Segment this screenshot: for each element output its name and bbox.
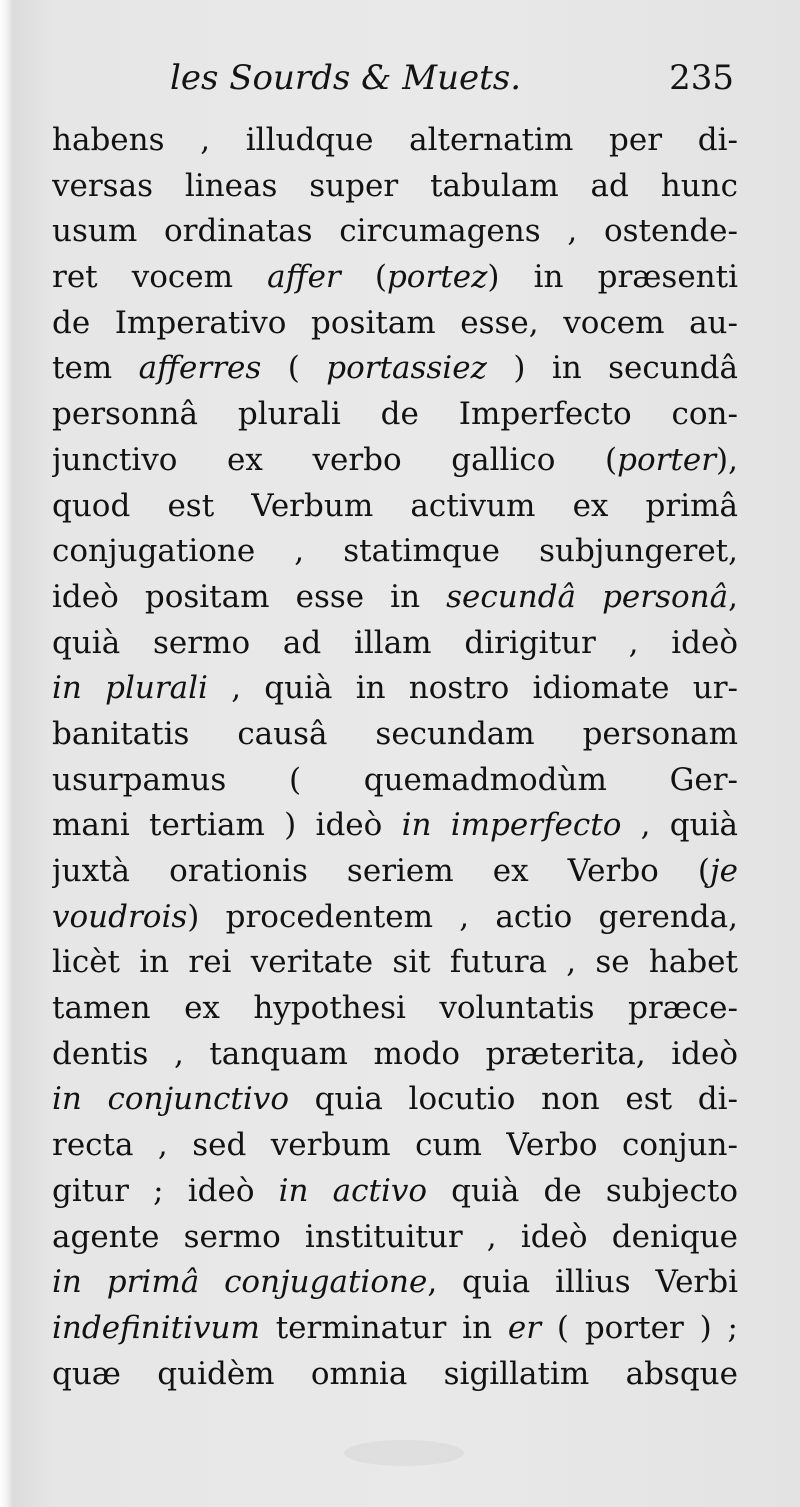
text-line xyxy=(52,712,738,758)
text-segment: quæ quidèm omnia sigillatim absque xyxy=(52,1355,738,1392)
paper-stain xyxy=(344,1440,464,1466)
text-line xyxy=(52,1352,738,1398)
text-segment: usurpamus ( quemadmodùm Ger- xyxy=(52,761,738,798)
text-line xyxy=(52,346,738,392)
italic-text-segment: indefinitivum xyxy=(52,1309,260,1346)
text-line xyxy=(52,666,738,712)
text-line xyxy=(52,1169,738,1215)
text-segment: , quià in nostro idiomate ur- xyxy=(207,670,738,707)
text-line xyxy=(52,575,738,621)
text-segment: tamen ex hypothesi voluntatis præce- xyxy=(52,990,738,1027)
text-segment: quià sermo ad illam dirigitur , ideò xyxy=(52,624,738,661)
text-segment: dentis , tanquam modo præterita, ideò xyxy=(52,1035,738,1072)
text-segment: usum ordinatas circumagens , ostende- xyxy=(52,213,738,250)
italic-text-segment: affer xyxy=(267,259,341,296)
text-segment: licèt in rei veritate sit futura , se habet xyxy=(52,944,738,981)
italic-text-segment: secundâ personâ xyxy=(446,578,729,615)
text-line xyxy=(52,621,738,667)
text-segment: quod est Verbum activum ex primâ xyxy=(52,487,738,524)
text-segment: quia locutio non est di- xyxy=(289,1081,738,1118)
text-segment: junctivo ex verbo gallico ( xyxy=(52,441,618,478)
text-line xyxy=(52,895,738,941)
text-segment: versas lineas super tabulam ad hunc xyxy=(52,167,738,204)
text-line xyxy=(52,1306,738,1352)
italic-text-segment: je xyxy=(710,853,738,889)
text-line xyxy=(52,255,738,301)
italic-text-segment: in primâ conjugatione xyxy=(52,1264,428,1301)
text-line xyxy=(52,758,738,804)
text-segment: habens , illudque alternatim per di- xyxy=(52,122,738,158)
text-segment: ), xyxy=(716,441,738,478)
italic-text-segment: in conjunctivo xyxy=(52,1081,289,1118)
text-line xyxy=(52,849,738,895)
text-segment: conjugatione , statimque subjungeret, xyxy=(52,533,738,570)
italic-text-segment: in imperfecto xyxy=(401,807,622,844)
text-segment: juxtà orationis seriem ex Verbo ( xyxy=(52,853,711,889)
text-segment: , xyxy=(728,578,738,615)
text-line xyxy=(52,940,738,986)
text-segment: , quià xyxy=(621,807,738,844)
text-segment: ( porter ) ; xyxy=(541,1309,738,1346)
text-line xyxy=(52,1032,738,1078)
text-line xyxy=(52,164,738,210)
text-segment: ) in secundâ xyxy=(486,350,738,387)
text-line xyxy=(52,529,738,575)
text-line xyxy=(52,803,738,849)
text-line xyxy=(52,209,738,255)
text-segment: ideò positam esse in xyxy=(52,578,447,615)
text-segment: banitatis causâ secundam personam xyxy=(52,715,738,752)
text-segment: ) in præsenti xyxy=(487,259,738,296)
text-line xyxy=(52,118,738,164)
page-number: 235 xyxy=(669,58,734,98)
body-text xyxy=(52,118,738,1397)
italic-text-segment: in activo xyxy=(278,1172,428,1209)
text-segment: ret vocem xyxy=(52,259,268,296)
book-gutter xyxy=(0,0,14,1507)
text-line xyxy=(52,1215,738,1261)
page-header xyxy=(170,50,740,106)
text-line xyxy=(52,484,738,530)
text-line xyxy=(52,301,738,347)
text-segment: recta , sed verbum cum Verbo conjun- xyxy=(52,1127,738,1164)
text-segment: gitur ; ideò xyxy=(52,1172,279,1209)
text-segment: quià de subjecto xyxy=(427,1172,738,1209)
text-line xyxy=(52,392,738,438)
italic-text-segment: portassiez xyxy=(326,350,487,387)
italic-text-segment: afferres xyxy=(138,350,262,387)
text-segment: personnâ plurali de Imperfecto con- xyxy=(52,396,738,433)
italic-text-segment: portez xyxy=(386,259,488,296)
text-segment: ( xyxy=(340,259,387,296)
italic-text-segment: voudrois xyxy=(52,898,188,935)
text-segment: de Imperativo positam esse, vocem au- xyxy=(52,304,738,341)
text-line xyxy=(52,986,738,1032)
text-segment: agente sermo instituitur , ideò denique xyxy=(52,1218,738,1255)
text-segment: ( xyxy=(261,350,327,387)
italic-text-segment: in plurali xyxy=(52,670,208,707)
text-segment: terminatur in xyxy=(259,1309,508,1346)
text-line xyxy=(52,1260,738,1306)
text-segment: mani tertiam ) ideò xyxy=(52,807,402,844)
text-line xyxy=(52,1077,738,1123)
text-segment: tem xyxy=(52,350,139,387)
text-segment: , quia illius Verbi xyxy=(427,1264,738,1301)
text-segment: ) procedentem , actio gerenda, xyxy=(187,898,738,935)
text-line xyxy=(52,1123,738,1169)
text-line xyxy=(52,438,738,484)
running-head: les Sourds & Muets. xyxy=(170,58,522,98)
italic-text-segment: er xyxy=(507,1309,542,1346)
italic-text-segment: porter xyxy=(617,441,717,478)
